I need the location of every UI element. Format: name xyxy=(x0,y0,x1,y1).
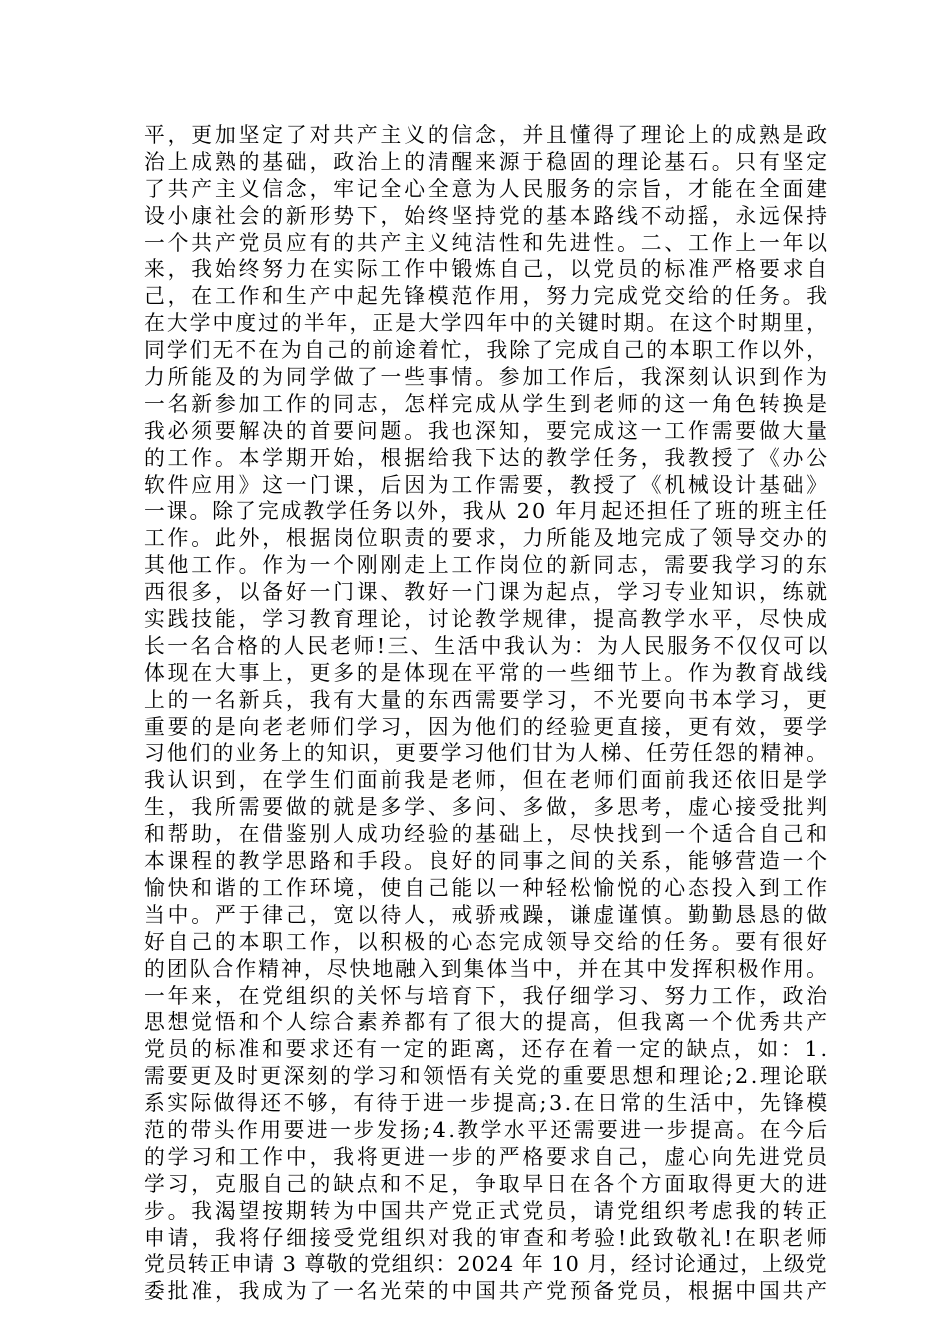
text-line: 思想觉悟和个人综合素养都有了很大的提高，但我离一个优秀共产 xyxy=(144,1010,830,1035)
text-line: 一年来，在党组织的关怀与培育下，我仔细学习、努力工作，政治 xyxy=(144,983,830,1008)
text-line: 我必须要解决的首要问题。我也深知，要完成这一工作需要做大量 xyxy=(144,418,830,443)
text-line: 长一名合格的人民老师!三、生活中我认为：为人民服务不仅仅可以 xyxy=(144,633,830,658)
text-line: 设小康社会的新形势下，始终坚持党的基本路线不动摇，永远保持 xyxy=(144,203,830,228)
text-line: 己，在工作和生产中起先锋模范作用，努力完成党交给的任务。我 xyxy=(144,284,830,309)
text-line: 的工作。本学期开始，根据给我下达的教学任务，我教授了《办公 xyxy=(144,445,830,470)
text-line: 工作。此外，根据岗位职责的要求，力所能及地完成了领导交办的 xyxy=(144,526,830,551)
text-line: 的团队合作精神，尽快地融入到集体当中，并在其中发挥积极作用。 xyxy=(144,956,829,981)
text-line: 同学们无不在为自己的前途着忙，我除了完成自己的本职工作以外， xyxy=(144,338,829,363)
text-line: 其他工作。作为一个刚刚走上工作岗位的新同志，需要我学习的东 xyxy=(144,553,830,578)
text-line: 体现在大事上，更多的是体现在平常的一些细节上。作为教育战线 xyxy=(144,660,830,685)
text-line: 党员转正申请 3 尊敬的党组织：2024 年 10 月，经讨论通过，上级党 xyxy=(144,1252,828,1277)
text-line: 党员的标准和要求还有一定的距离，还存在着一定的缺点，如：1. xyxy=(144,1037,830,1062)
text-line: 系实际做得还不够，有待于进一步提高;3.在日常的生活中，先锋模 xyxy=(144,1091,830,1116)
text-line: 一名新参加工作的同志，怎样完成从学生到老师的这一角色转换是 xyxy=(144,391,830,416)
text-line: 范的带头作用要进一步发扬;4.教学水平还需要进一步提高。在今后 xyxy=(144,1117,830,1142)
text-line: 愉快和谐的工作环境，使自己能以一种轻松愉悦的心态投入到工作 xyxy=(144,875,830,900)
text-line: 来，我始终努力在实际工作中锻炼自己，以党员的标准严格要求自 xyxy=(144,257,830,282)
text-line: 好自己的本职工作，以积极的心态完成领导交给的任务。要有很好 xyxy=(144,929,830,954)
text-line: 了共产主义信念，牢记全心全意为人民服务的宗旨，才能在全面建 xyxy=(144,176,830,201)
text-line: 生，我所需要做的就是多学、多问、多做，多思考，虚心接受批判 xyxy=(144,795,830,820)
text-line: 需要更及时更深刻的学习和领悟有关党的重要思想和理论;2.理论联 xyxy=(144,1064,830,1089)
text-line: 治上成熟的基础，政治上的清醒来源于稳固的理论基石。只有坚定 xyxy=(144,149,830,174)
text-line: 的学习和工作中，我将更进一步的严格要求自己，虚心向先进党员 xyxy=(144,1144,830,1169)
text-line: 在大学中度过的半年，正是大学四年中的关键时期。在这个时期里， xyxy=(144,311,829,336)
text-line: 步。我渴望按期转为中国共产党正式党员，请党组织考虑我的转正 xyxy=(144,1198,830,1223)
text-line: 当中。严于律己，宽以待人，戒骄戒躁，谦虚谨慎。勤勤恳恳的做 xyxy=(144,902,830,927)
text-line: 本课程的教学思路和手段。良好的同事之间的关系，能够营造一个 xyxy=(144,849,830,874)
text-line: 申请，我将仔细接受党组织对我的审查和考验!此致敬礼!在职老师 xyxy=(144,1225,830,1250)
text-line: 我认识到，在学生们面前我是老师，但在老师们面前我还依旧是学 xyxy=(144,768,830,793)
text-line: 西很多，以备好一门课、教好一门课为起点，学习专业知识，练就 xyxy=(144,580,830,605)
text-line: 学习，克服自己的缺点和不足，争取早日在各个方面取得更大的进 xyxy=(144,1171,830,1196)
text-line: 一课。除了完成教学任务以外，我从 20 年月起还担任了班的班主任 xyxy=(144,499,829,524)
body-text xyxy=(144,122,830,1305)
text-line: 委批准，我成为了一名光荣的中国共产党预备党员，根据中国共产 xyxy=(144,1279,830,1304)
text-line: 平，更加坚定了对共产主义的信念，并且懂得了理论上的成熟是政 xyxy=(144,123,830,147)
text-line: 软件应用》这一门课，后因为工作需要，教授了《机械设计基础》 xyxy=(144,472,830,497)
text-line: 习他们的业务上的知识，更要学习他们甘为人梯、任劳任怨的精神。 xyxy=(144,741,829,766)
text-line: 和帮助，在借鉴别人成功经验的基础上，尽快找到一个适合自己和 xyxy=(144,822,830,847)
text-line: 重要的是向老老师们学习，因为他们的经验更直接，更有效，要学 xyxy=(144,714,830,739)
text-line: 一个共产党员应有的共产主义纯洁性和先进性。二、工作上一年以 xyxy=(144,230,830,255)
text-line: 实践技能，学习教育理论，讨论教学规律，提高教学水平，尽快成 xyxy=(144,607,830,632)
text-line: 上的一名新兵，我有大量的东西需要学习，不光要向书本学习，更 xyxy=(144,687,830,712)
text-line: 力所能及的为同学做了一些事情。参加工作后，我深刻认识到作为 xyxy=(144,365,830,390)
